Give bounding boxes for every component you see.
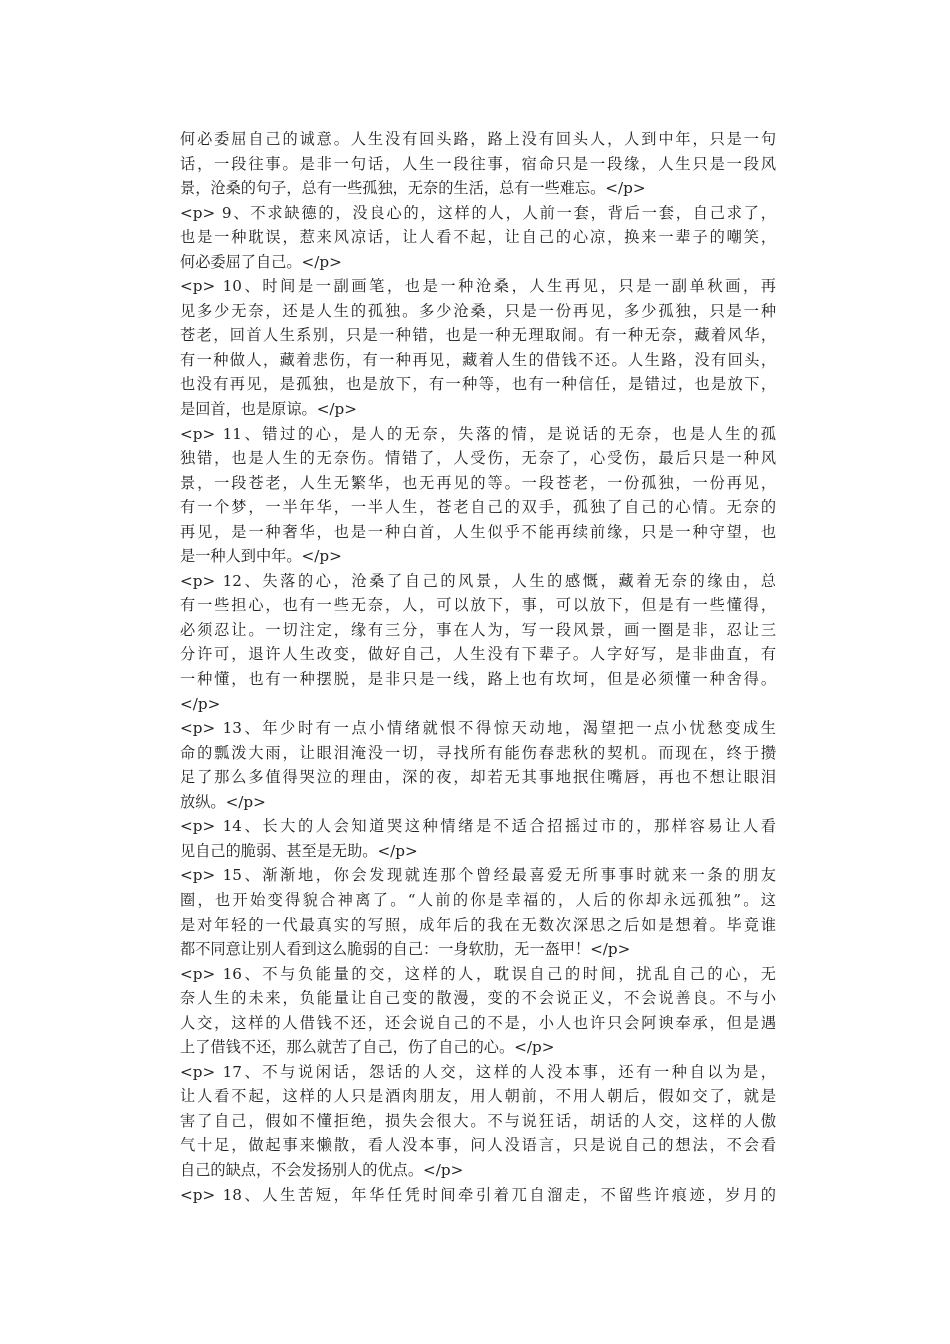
text-line: 景，沧桑的句子，总有一些孤独，无奈的生活，总有一些难忘。</p> (180, 179, 646, 198)
text-line: <p> 16、不与负能量的交，这样的人，耽误自己的时间，扰乱自己的心，无 (180, 964, 776, 983)
text-line: <p> 17、不与说闲话，怨话的人交，这样的人没本事，还有一种自以为是， (180, 1062, 776, 1081)
text-line: 命的瓢泼大雨，让眼泪淹没一切，寻找所有能伤春悲秋的契机。而现在，终于攒 (180, 743, 776, 762)
text-line: 有一些担心，也有一些无奈，人，可以放下，事，可以放下，但是有一些懂得， (180, 596, 776, 615)
text-line: 有一种做人，藏着悲伤，有一种再见，藏着人生的借钱不还。人生路，没有回头， (180, 350, 776, 369)
text-line: 害了自己，假如不懂拒绝，损失会很大。不与说狂话，胡话的人交，这样的人傲 (180, 1111, 776, 1130)
text-line: 足了那么多值得哭泣的理由，深的夜，却若无其事地抿住嘴唇，再也不想让眼泪 (180, 768, 776, 787)
text-line: 圈，也开始变得貌合神离了。“人前的你是幸福的，人后的你却永远孤独”。这 (180, 890, 776, 909)
text-line: 也是一种耽误，惹来风凉话，让人看不起，让自己的心凉，换来一辈子的嘲笑， (180, 228, 776, 247)
text-line: <p> 15、渐渐地，你会发现就连那个曾经最喜爱无所事事时就来一条的朋友 (180, 866, 776, 885)
text-line: 景，一段苍老，人生无繁华，也无再见的等。一段苍老，一份孤独，一份再见， (180, 473, 776, 492)
text-line: 是一种人到中年。</p> (180, 547, 342, 566)
text-line: </p> (180, 694, 221, 713)
document-body (180, 127, 776, 1207)
text-line: 话，一段往事。是非一句话，人生一段往事，宿命只是一段缘，人生只是一段风 (180, 154, 776, 173)
text-line: 见自己的脆弱、甚至是无助。</p> (180, 841, 418, 860)
text-line: 上了借钱不还，那么就苦了自己，伤了自己的心。</p> (180, 1038, 555, 1057)
text-line: <p> 10、时间是一副画笔，也是一种沧桑，人生再见，只是一副单秋画，再 (180, 277, 776, 296)
text-line: <p> 9、不求缺德的，没良心的，这样的人，人前一套，背后一套，自己求了， (180, 203, 776, 222)
text-line: 必须忍让。一切注定，缘有三分，事在人为，写一段风景，画一圈是非，忍让三 (180, 620, 776, 639)
text-line: <p> 18、人生苦短，年华任凭时间牵引着兀自溜走，不留些许痕迹，岁月的 (180, 1185, 776, 1204)
text-line: 也没有再见，是孤独，也是放下，有一种等，也有一种信任，是错过，也是放下， (180, 375, 776, 394)
text-line: 见多少无奈，还是人生的孤独。多少沧桑，只是一份再见，多少孤独，只是一种 (180, 301, 776, 320)
text-line: 是回首，也是原谅。</p> (180, 400, 357, 419)
text-line: 自己的缺点，不会发扬别人的优点。</p> (180, 1160, 464, 1179)
text-line: 独错，也是人生的无奈伤。情错了，人受伤，无奈了，心受伤，最后只是一种风 (180, 449, 776, 468)
text-line: 何必委屈了自己。</p> (180, 252, 342, 271)
text-line: 放纵。</p> (180, 792, 266, 811)
text-line: 人交，这样的人借钱不还，还会说自己的不是，小人也许只会阿谀奉承，但是遇 (180, 1013, 776, 1032)
text-line: 气十足，做起事来懒散，看人没本事，问人没语言，只是说自己的想法，不会看 (180, 1136, 776, 1155)
text-line: <p> 12、失落的心，沧桑了自己的风景，人生的感慨，藏着无奈的缘由，总 (180, 571, 776, 590)
text-line: <p> 14、长大的人会知道哭这种情绪是不适合招摇过市的，那样容易让人看 (180, 817, 776, 836)
text-line: 是对年轻的一代最真实的写照，成年后的我在无数次深思之后如是想着。毕竟谁 (180, 915, 776, 934)
text-line: <p> 13、年少时有一点小情绪就恨不得惊天动地，渴望把一点小忧愁变成生 (180, 719, 776, 738)
text-line: 何必委屈自己的诚意。人生没有回头路，路上没有回头人，人到中年，只是一句 (180, 130, 776, 148)
text-line: 再见，是一种奢华，也是一种白首，人生似乎不能再续前缘，只是一种守望，也 (180, 522, 776, 541)
text-line: 有一个梦，一半年华，一半人生，苍老自己的双手，孤独了自己的心情。无奈的 (180, 498, 776, 517)
text-line: <p> 11、错过的心，是人的无奈，失落的情，是说话的无奈，也是人生的孤 (180, 424, 776, 443)
text-line: 一种懂，也有一种摆脱，是非只是一线，路上也有坎坷，但是必须懂一种舍得。 (180, 670, 776, 689)
text-line: 奈人生的未来，负能量让自己变的散漫，变的不会说正义，不会说善良。不与小 (180, 989, 776, 1008)
text-line: 苍老，回首人生系别，只是一种错，也是一种无理取闹。有一种无奈，藏着风华， (180, 326, 776, 345)
text-line: 都不同意让别人看到这么脆弱的自己：一身软肋，无一盔甲！</p> (180, 940, 631, 959)
text-line: 让人看不起，这样的人只是酒肉朋友，用人朝前，不用人朝后，假如交了，就是 (180, 1087, 776, 1106)
text-line: 分许可，退许人生改变，做好自己，人生没有下辈子。人字好写，是非曲直，有 (180, 645, 776, 664)
